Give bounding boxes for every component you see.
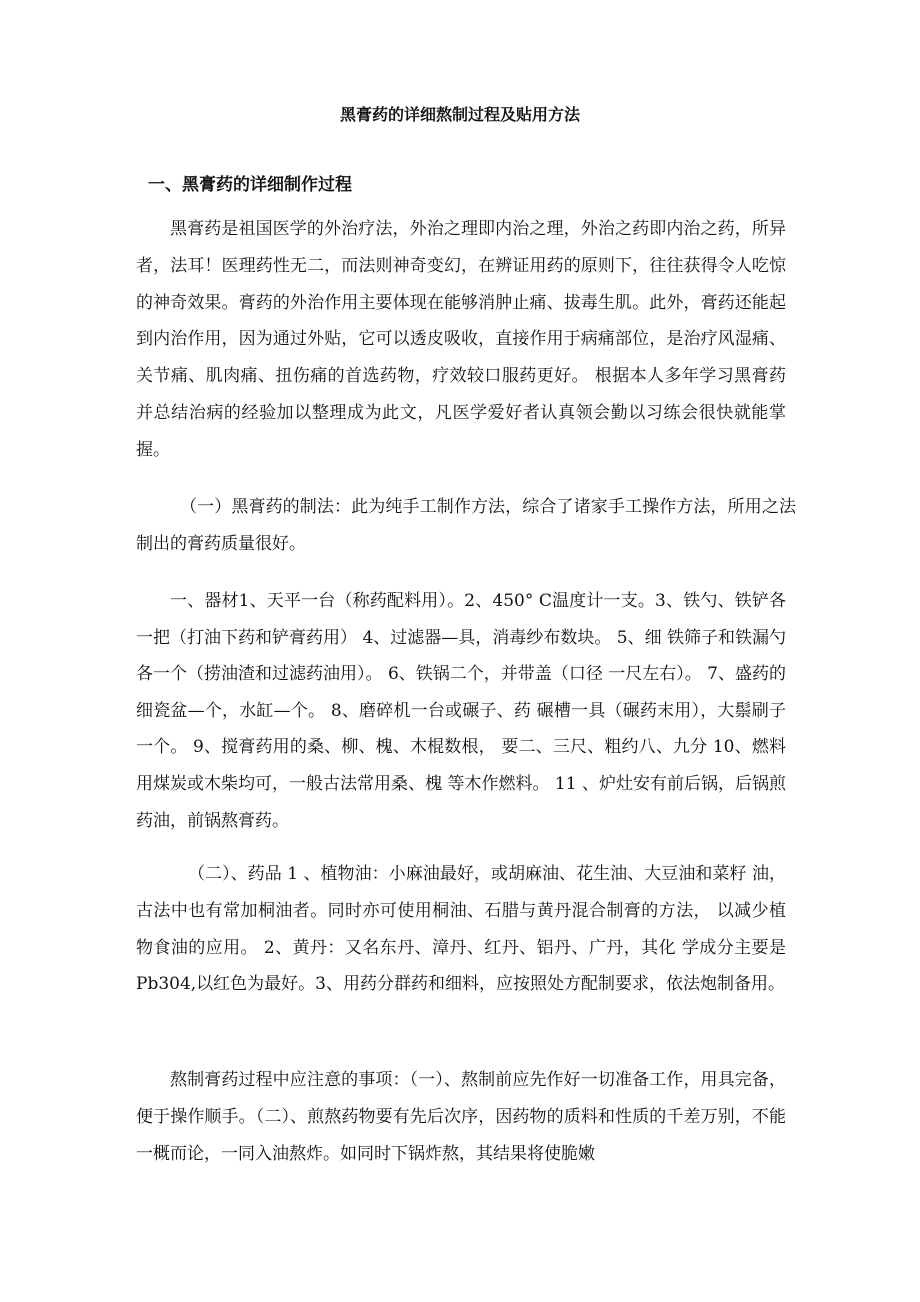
- paragraph-equipment: 一、器材1、天平一台（称药配料用）。2、450° C温度计一支。3、铁勺、铁铲各一把（打油下药和铲膏药用） 4、过滤器—具，消毒纱布数块。 5、细 铁筛子和铁漏勺各一个（捞油渣和过滤药油用）。 6、铁锅二个，并带盖（口径 一尺左右）。 7、盛药的细瓷盆—个，水缸—个。 8、磨碎机一台或碾子、药 碾槽一具（碾药末用），大鬃刷子一个。 9、搅膏药用的桑、柳、槐、木棍数根， 要二、三尺、粗约八、九分 10、燃料用煤炭或木柴均可，一般古法常用桑、槐 等木作燃料。 11 、炉灶安有前后锅，后锅煎药油，前锅熬膏药。: [136, 591, 786, 831]
- document-title: 黑膏药的详细熬制过程及贴用方法: [339, 105, 580, 124]
- paragraph-ingredients: （二）、药品 1 、植物油：小麻油最好，或胡麻油、花生油、大豆油和菜籽 油，古法中也有常加桐油者。同时亦可使用桐油、石腊与黄丹混合制膏的方法， 以减少植物食油的应用。 2、黄丹：又名东丹、漳丹、红丹、铝丹、广丹，其化 学成分主要是Pb304,以红色为最好。3、用药分群药和细料，应按照处方配制要求，依法炮制备用。: [136, 864, 786, 995]
- section-heading: 一、黑膏药的详细制作过程: [148, 175, 352, 195]
- paragraph-precautions: 熬制膏药过程中应注意的事项：（一）、熬制前应先作好一切准备工作，用具完备，便于操作顺手。（二）、煎熬药物要有先后次序，因药物的质料和性质的千差万别，不能一概而论，一同入油熬炸。如同时下锅炸熬，其结果将使脆嫩: [136, 1070, 786, 1164]
- paragraph-intro: 黑膏药是祖国医学的外治疗法，外治之理即内治之理，外治之药即内治之药，所异者，法耳！医理药性无二，而法则神奇变幻，在辨证用药的原则下，往往获得令人吃惊的神奇效果。膏药的外治作用主要体现在能够消肿止痛、拔毒生肌。此外，膏药还能起到内治作用，因为通过外贴，它可以透皮吸收，直接作用于病痛部位，是治疗风湿痛、关节痛、肌肉痛、扭伤痛的首选药物，疗效较口服药更好。 根据本人多年学习黑膏药并总结治病的经验加以整理成为此文，凡医学爱好者认真领会勤以习练会很快就能掌握。: [136, 219, 786, 460]
- paragraph-preparation-method: （一）黑膏药的制法：此为纯手工制作方法，综合了诸家手工操作方法，所用之法制出的膏药质量很好。: [136, 497, 796, 554]
